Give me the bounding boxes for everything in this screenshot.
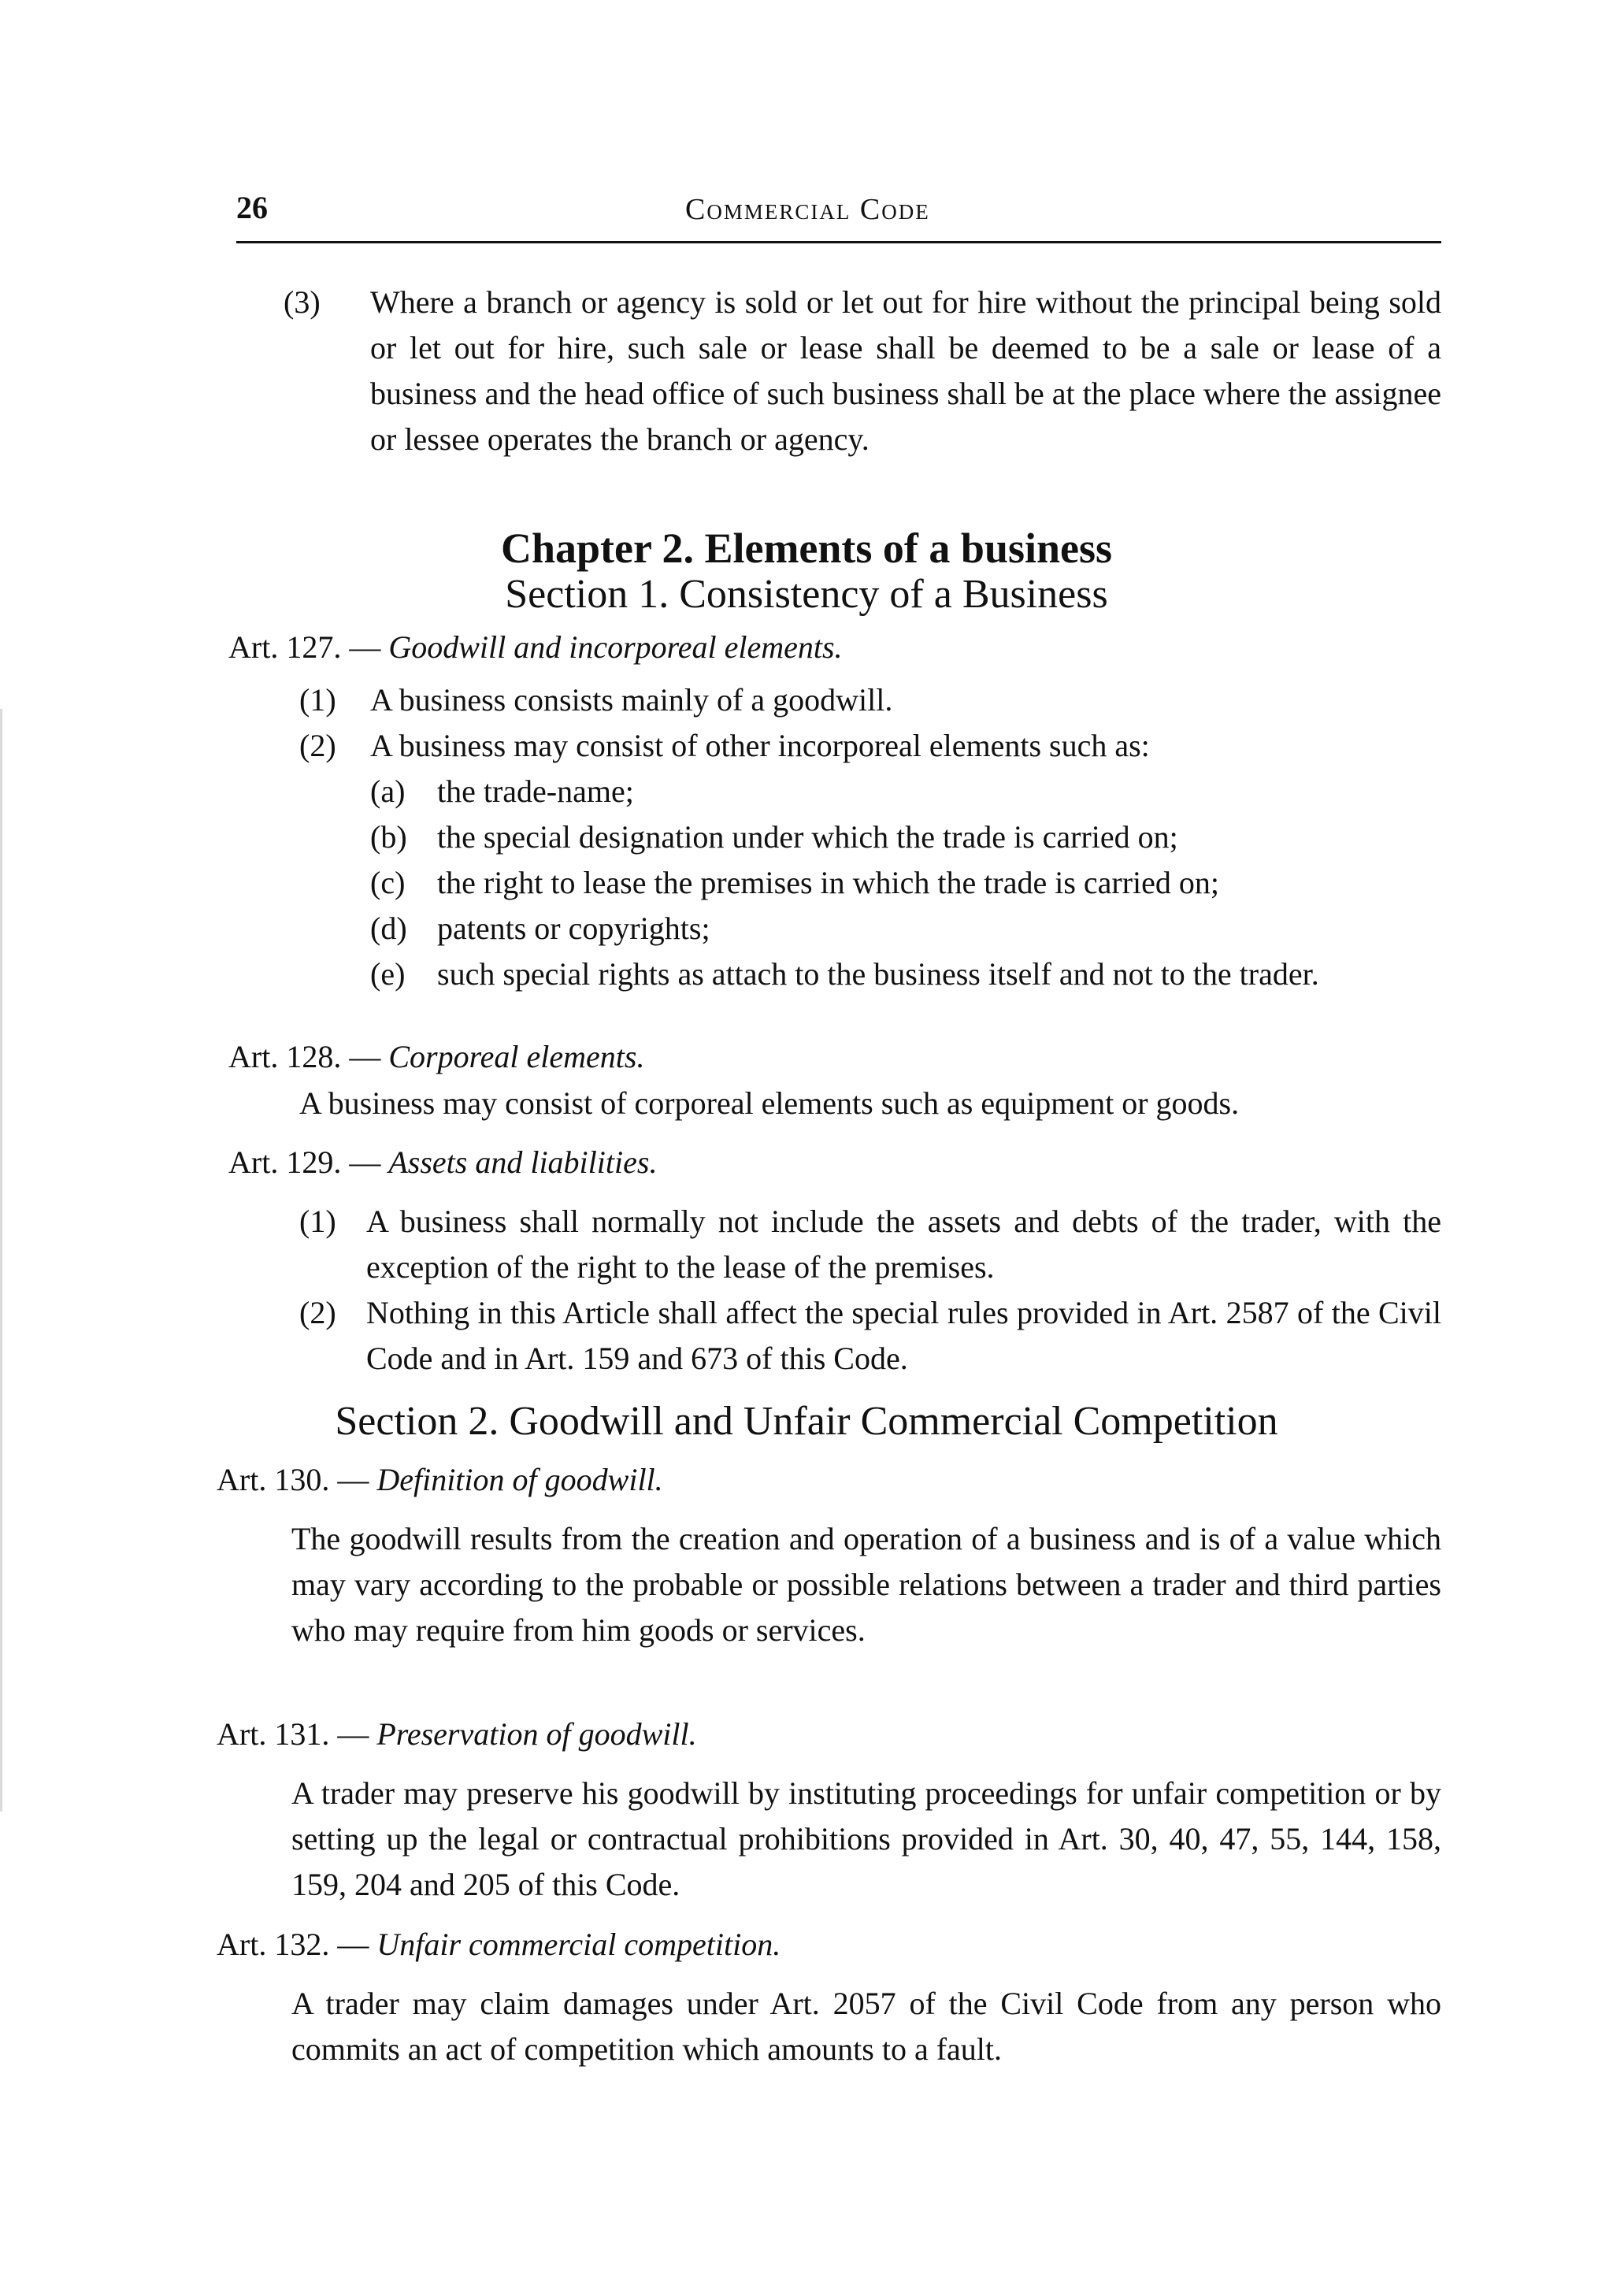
paragraph-number: (2): [299, 728, 336, 763]
paragraph-text: Where a branch or agency is sold or let out for hire without the principal being sold or let out for hire, such sale or lease shall be deemed to be a sale or lease of a business and the head office of such business shall be at the place where the assignee or lessee operates the branch or agency.: [370, 284, 1441, 457]
article-heading-132: [217, 1926, 781, 1963]
article-label: Art. 129. —: [228, 1144, 381, 1180]
article-label: Art. 130. —: [217, 1462, 369, 1497]
item-letter: (e): [370, 956, 406, 992]
paragraph-number: (1): [299, 682, 336, 718]
paragraph-text: Nothing in this Article shall affect the special rules provided in Art. 2587 of the Civil Code and in Art. 159 and 673 of this Code.: [366, 1295, 1441, 1376]
header-rule: [236, 241, 1441, 243]
article-heading-130: [217, 1461, 663, 1498]
art127-item-c: [370, 860, 1441, 906]
art129-paragraph-1: [299, 1199, 1441, 1290]
paragraph-number: (1): [299, 1204, 336, 1239]
art127-item-d: [370, 906, 1441, 951]
item-text: such special rights as attach to the business itself and not to the trader.: [437, 956, 1319, 992]
art127-item-b: [370, 814, 1441, 860]
article-label: Art. 132. —: [217, 1927, 369, 1962]
paragraph-number: (2): [299, 1295, 336, 1330]
item-letter: (c): [370, 865, 406, 900]
item-letter: (b): [370, 819, 407, 855]
paragraph-text: A business shall normally not include the assets and debts of the trader, with the exception of the right to the lease of the premises.: [366, 1204, 1441, 1285]
article-heading-128: [228, 1038, 644, 1075]
article-title: Unfair commercial competition.: [376, 1927, 781, 1962]
article-title: Corporeal elements.: [388, 1039, 645, 1074]
article-title: Goodwill and incorporeal elements.: [388, 629, 843, 665]
section-title: Section 2. Goodwill and Unfair Commercial Competition: [335, 1399, 1278, 1444]
article-heading-131: [217, 1716, 697, 1753]
item-letter: (d): [370, 911, 407, 946]
page-header: [236, 189, 1441, 236]
scan-edge-shadow: [0, 709, 2, 1812]
art132-text: A trader may claim damages under Art. 2057 of the Civil Code from any person who commits an act of competition which amounts to a fault.: [291, 1986, 1441, 2067]
item-text: patents or copyrights;: [437, 911, 710, 946]
paragraph-number: (3): [284, 284, 321, 320]
item-text: the trade-name;: [437, 773, 634, 809]
art127-item-a: [370, 769, 1441, 814]
section-title: Section 1. Consistency of a Business: [505, 572, 1108, 617]
paragraph-text: A business may consist of other incorporeal elements such as:: [370, 728, 1150, 763]
article-label: Art. 127. —: [228, 629, 381, 665]
art131-text: A trader may preserve his goodwill by instituting proceedings for unfair competition or by setting up the legal or contractual prohibitions provided in Art. 30, 40, 47, 55, 144, 158, 159, 204 and 205 of this Code.: [291, 1775, 1441, 1902]
art128-text: A business may consist of corporeal elements such as equipment or goods.: [299, 1085, 1240, 1121]
article-label: Art. 128. —: [228, 1039, 381, 1074]
page-number: 26: [236, 190, 268, 225]
chapter-title: Chapter 2. Elements of a business: [500, 525, 1113, 572]
article-heading-127: [228, 629, 843, 666]
article-heading-129: [228, 1144, 657, 1181]
item-letter: (a): [370, 773, 406, 809]
art127-paragraph-1: [299, 677, 1441, 723]
paragraph-text: A business consists mainly of a goodwill.: [370, 682, 893, 718]
article-title: Assets and liabilities.: [388, 1144, 658, 1180]
item-text: the right to lease the premises in which the trade is carried on;: [437, 865, 1220, 900]
art129-paragraph-2: [299, 1290, 1441, 1382]
running-title: Commercial Code: [685, 193, 930, 226]
article-title: Preservation of goodwill.: [376, 1716, 697, 1752]
article-label: Art. 131. —: [217, 1716, 369, 1752]
art127-item-e: [370, 951, 1441, 997]
article-title: Definition of goodwill.: [376, 1462, 663, 1497]
art127-paragraph-2: [299, 723, 1441, 769]
art130-text: The goodwill results from the creation and operation of a business and is of a value which may vary according to the probable or possible relations between a trader and third parties who may require from him goods or services.: [291, 1521, 1441, 1648]
item-text: the special designation under which the trade is carried on;: [437, 819, 1178, 855]
intro-paragraph: [284, 280, 1441, 462]
